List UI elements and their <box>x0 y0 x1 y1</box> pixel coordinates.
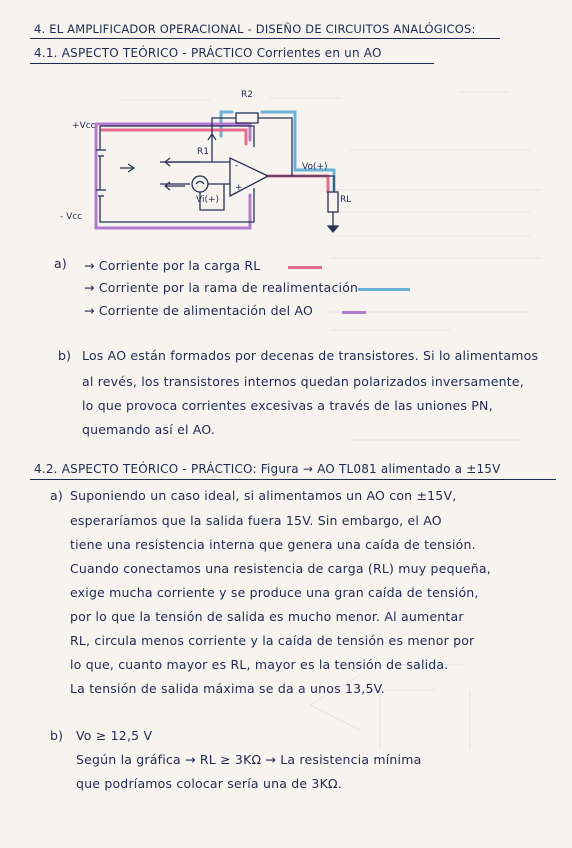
section-title: 4. EL AMPLIFICADOR OPERACIONAL - DISEÑO DE CIRCUITOS ANALÓGICOS: <box>34 22 476 36</box>
inverting-input-sign: - <box>235 161 239 171</box>
legend-swatch-load <box>288 266 322 269</box>
part-a-line-1: Suponiendo un caso ideal, si alimentamos un AO con ±15V, <box>70 488 457 503</box>
r2-label: R2 <box>241 90 253 100</box>
subsection-title-4-1: 4.1. ASPECTO TEÓRICO - PRÁCTICO Corrientes en un AO <box>34 46 382 60</box>
part-b-label: b) <box>58 348 72 363</box>
part-b-line-4: quemando así el AO. <box>82 422 216 437</box>
r1-label: R1 <box>197 147 209 157</box>
legend-swatch-supply <box>342 311 366 314</box>
output-voltage-label: Vo(+) <box>302 162 328 172</box>
subsection-title-4-2: 4.2. ASPECTO TEÓRICO - PRÁCTICO: Figura → AO TL081 alimentado a ±15V <box>34 462 501 476</box>
part-a-line-9: La tensión de salida máxima se da a unos 13,5V. <box>70 681 385 696</box>
supply-current-path <box>96 124 250 228</box>
part-b-line-2: al revés, los transistores internos quedan polarizados inversamente, <box>82 374 524 389</box>
section-4-2-part-b-label: b) <box>50 728 64 743</box>
part-a-label: a) <box>54 256 67 271</box>
part-b-condition: Vo ≥ 12,5 V <box>76 728 153 743</box>
part-b-conclusion-line-2: que podríamos colocar sería una de 3KΩ. <box>76 776 342 791</box>
legend-item-load-current: → Corriente por la carga RL <box>84 258 261 273</box>
part-a-line-3: tiene una resistencia interna que genera una caída de tensión. <box>70 537 476 552</box>
part-b-line-3: lo que provoca corrientes excesivas a través de las uniones PN, <box>82 398 493 413</box>
section-4-2-part-a-label: a) <box>50 488 63 503</box>
part-a-line-7: RL, circula menos corriente y la caída de tensión es menor por <box>70 633 475 648</box>
part-a-line-5: exige mucha corriente y se produce una gran caída de tensión, <box>70 585 479 600</box>
op-amp-circuit-diagram <box>0 0 572 260</box>
load-resistor-label: RL <box>340 195 352 205</box>
part-b-conclusion-line-1: Según la gráfica → RL ≥ 3KΩ → La resistencia mínima <box>76 752 422 767</box>
legend-item-supply-current: → Corriente de alimentación del AO <box>84 303 314 318</box>
part-a-line-4: Cuando conectamos una resistencia de carga (RL) muy pequeña, <box>70 561 491 576</box>
subsection-4-2-underline <box>30 479 556 480</box>
part-b-line-1: Los AO están formados por decenas de transistores. Si lo alimentamos <box>82 348 539 363</box>
legend-item-feedback-current: → Corriente por la rama de realimentación <box>84 280 359 295</box>
vcc-positive-label: +Vcc <box>72 121 96 131</box>
vcc-negative-label: - Vcc <box>60 212 83 222</box>
legend-swatch-feedback <box>358 288 410 291</box>
noninverting-input-sign: + <box>235 183 243 193</box>
part-a-line-8: lo que, cuanto mayor es RL, mayor es la tensión de salida. <box>70 657 449 672</box>
part-a-line-2: esperaríamos que la salida fuera 15V. Sin embargo, el AO <box>70 513 442 528</box>
part-a-line-6: por lo que la tensión de salida es mucho menor. Al aumentar <box>70 609 464 624</box>
input-voltage-label: Vi(+) <box>196 195 220 205</box>
